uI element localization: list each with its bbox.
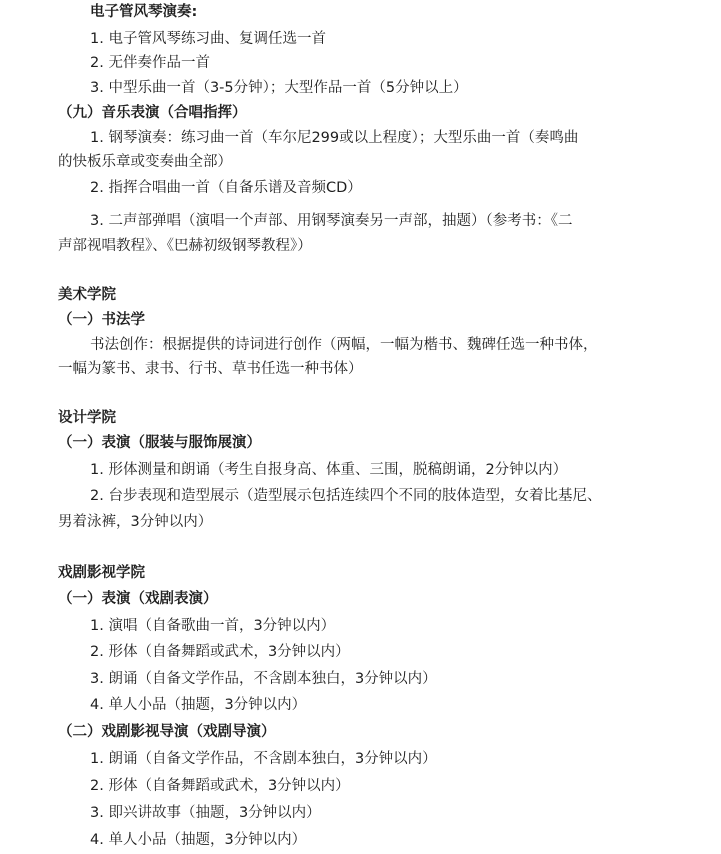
fine-arts-line-2: 一幅为篆书、隶书、行书、草书任选一种书体） (58, 361, 363, 377)
drama-section-2-item-1: 1. 朗诵（自备文学作品，不含剧本独白，3分钟以内） (90, 751, 437, 767)
drama-section-1-item-1: 1. 演唱（自备歌曲一首，3分钟以内） (90, 618, 336, 634)
design-school-title: 设计学院 (58, 410, 116, 426)
design-item-2-line-2: 男着泳裤，3分钟以内） (58, 514, 213, 530)
performance-item-1-line-1: 1. 钢琴演奏：练习曲一首（车尔尼299或以上程度）；大型乐曲一首（奏鸣曲 (90, 130, 579, 146)
drama-section-1-item-2: 2. 形体（自备舞蹈或武术，3分钟以内） (90, 644, 350, 660)
design-item-1: 1. 形体测量和朗诵（考生自报身高、体重、三围，脱稿朗诵，2分钟以内） (90, 462, 568, 478)
performance-item-3-line-1: 3. 二声部弹唱（演唱一个声部、用钢琴演奏另一声部，抽题）（参考书：《二 (90, 213, 573, 229)
drama-section-2-item-2: 2. 形体（自备舞蹈或武术，3分钟以内） (90, 778, 350, 794)
performance-item-3-line-2: 声部视唱教程》、《巴赫初级钢琴教程》） (58, 238, 312, 254)
drama-section-1-title: （一）表演（戏剧表演） (58, 591, 218, 607)
design-section-title: （一）表演（服装与服饰展演） (58, 435, 261, 451)
fine-arts-line-1: 书法创作：根据提供的诗词进行创作（两幅，一幅为楷书、魏碑任选一种书体， (90, 337, 598, 353)
design-item-2-line-1: 2. 台步表现和造型展示（造型展示包括连续四个不同的肢体造型，女着比基尼、 (90, 488, 602, 504)
performance-item-2: 2. 指挥合唱曲一首（自备乐谱及音频CD） (90, 180, 362, 196)
drama-section-2-title: （二）戏剧影视导演（戏剧导演） (58, 724, 276, 740)
drama-section-1-item-3: 3. 朗诵（自备文学作品，不含剧本独白，3分钟以内） (90, 671, 437, 687)
organ-item-3: 3. 中型乐曲一首（3-5分钟）；大型作品一首（5分钟以上） (90, 80, 468, 96)
performance-item-1-line-2: 的快板乐章或变奏曲全部） (58, 154, 232, 170)
organ-heading: 电子管风琴演奏: (90, 4, 198, 20)
fine-arts-section-title: （一）书法学 (58, 312, 145, 328)
organ-item-1: 1. 电子管风琴练习曲、复调任选一首 (90, 31, 326, 47)
drama-section-1-item-4: 4. 单人小品（抽题，3分钟以内） (90, 697, 307, 713)
fine-arts-school-title: 美术学院 (58, 287, 116, 303)
drama-section-2-item-3: 3. 即兴讲故事（抽题，3分钟以内） (90, 805, 321, 821)
performance-heading: （九）音乐表演（合唱指挥） (58, 105, 247, 121)
organ-item-2: 2. 无伴奏作品一首 (90, 55, 210, 71)
drama-school-title: 戏剧影视学院 (58, 565, 145, 581)
drama-section-2-item-4: 4. 单人小品（抽题，3分钟以内） (90, 832, 307, 848)
